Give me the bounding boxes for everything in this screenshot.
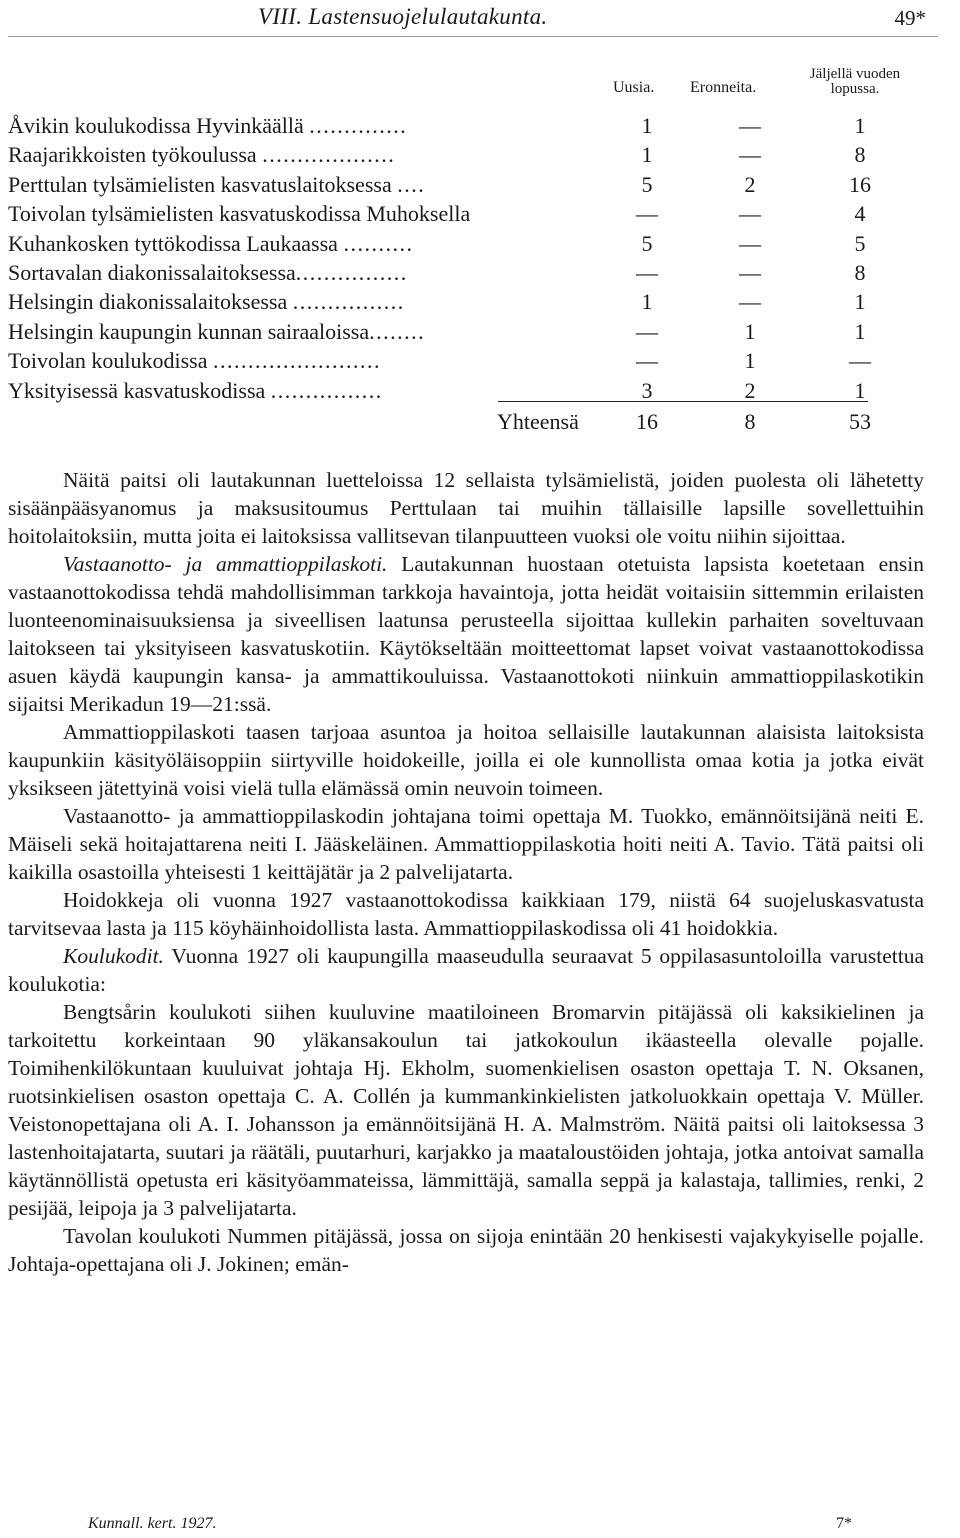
running-title: VIII. Lastensuojelulautakunta. [258, 4, 548, 29]
row-label: Yksityisessä kasvatuskodissa ................ [8, 377, 383, 403]
row-label: Helsingin diakonissalaitoksessa ................ [8, 289, 405, 315]
paragraph: Tavolan koulukoti Nummen pitäjässä, jossa on sijoja enintään 20 henkisesti vajakykyiselle pojalle. Johtaja-opettajana oli J. Jokinen; emän- [8, 1224, 924, 1276]
cell-uusia: — [636, 259, 658, 285]
row-label: Kuhankosken tyttökodissa Laukaassa .......... [8, 230, 414, 256]
total-eronneita: 8 [744, 409, 756, 434]
cell-eronneita: 2 [744, 171, 756, 197]
footer-sheet-mark: 7* [836, 1515, 852, 1532]
cell-uusia: 3 [641, 377, 653, 403]
cell-jaljella: 16 [849, 171, 871, 197]
table-row [8, 111, 938, 140]
cell-jaljella: 1 [854, 113, 866, 138]
table-row [8, 199, 938, 228]
section-heading: Koulukodit. [63, 944, 164, 968]
cell-jaljella: 8 [854, 259, 866, 285]
cell-uusia: 1 [641, 113, 653, 138]
cell-eronneita: — [739, 289, 761, 315]
total-label: Yhteensä [497, 409, 579, 434]
table-row [8, 170, 938, 199]
cell-eronneita: — [739, 230, 761, 256]
cell-eronneita: — [739, 142, 761, 168]
table-row [8, 140, 938, 169]
paragraph: Ammattioppilaskoti taasen tarjoaa asuntoa ja hoitoa sellaisille lautakunnan alaisista laitoksista kaupunkiin käsityöläisoppiin siirtyville hoidokeille, joilla ei ole kunnollista omaa kotia ja jotka eivät yksikseen jätettyinä voisi vielä tulla elämässä omin neuvoin toimeen. [8, 720, 924, 800]
row-label: Raajarikkoisten työkoulussa ................... [8, 142, 396, 168]
cell-jaljella: 1 [854, 318, 866, 344]
column-header-jaljella: Jäljellä vuoden lopussa. [809, 66, 901, 97]
paragraph: Näitä paitsi oli lautakunnan luetteloissa 12 sellaista tylsämielistä, joiden puolesta oli lähetetty sisäänpääsyanomus ja maksusitoumus Perttulaan tai muihin tällaisille lapsille sovellettuihin hoitolaitoksiin, mutta joita ei laitoksissa vallitsevan tilanpuutteen vuoksi ole voitu niihin sijoittaa. [8, 468, 924, 548]
paragraph: Vastaanotto- ja ammattioppilaskoti. Lautakunnan huostaan otetuista lapsista koetetaan ensin vastaanottokodissa tehdä mahdollisimman tarkkoja havaintoja, jotta heidät voitaisiin sittemmin erilaisten luonteenominaisuuksiensa ja siveellisen laatunsa perusteella sijoittaa kullekin parhaiten soveltuvaan laitokseen tai yksityiseen kasvatuskotiin. Käytökseltään moitteettomat lapset voivat vastaanottokodissa asuen käydä kaupungin kansa- ja ammattikouluissa. Vastaanottokoti niinkuin ammattioppilaskotikin sijaitsi Merikadun 19—21:ssä. [8, 552, 925, 716]
table-row [8, 258, 938, 287]
institution-table [8, 111, 938, 405]
total-uusia: 16 [636, 409, 658, 434]
page-header [0, 4, 960, 34]
row-label: Sortavalan diakonissalaitoksessa................ [8, 259, 408, 285]
row-label: Toivolan koulukodissa ........................ [8, 348, 382, 374]
column-header-eronneita: Eronneita. [690, 79, 757, 96]
column-header-uusia: Uusia. [613, 79, 655, 96]
cell-uusia: 5 [641, 230, 653, 256]
cell-uusia: 1 [641, 142, 653, 168]
paragraph: Bengtsårin koulukoti siihen kuuluvine maatiloineen Bromarvin pitäjässä oli kaksikielinen ja tarkoitettu korkeintaan 90 yläkansakoulun tai jatkokoulun ikäasteella olevalle pojalle. Toimihenkilökuntaan kuuluivat johtaja Hj. Ekholm, suomenkielisen osaston opettaja T. N. Oksanen, ruotsinkielisen osaston opettaja C. A. Collén ja kummankinkielisten jatkoluokkain opettaja V. Müller. Veistonopettajana oli A. I. Johansson ja emännöitsijänä H. A. Malmström. Näitä paitsi oli laitoksessa 3 lastenhoitajatarta, suutari ja räätäli, puutarhuri, karjakko ja maataloustöiden johtaja, jotka antoivat samalla käytännöllistä opetusta eri käsityöammateissa, lämmittäjä, samalla seppä ja kalastaja, tallimies, renki, 2 pesijää, leipoja ja 3 palvelijatarta. [8, 1000, 924, 1220]
cell-jaljella: 4 [854, 201, 866, 227]
total-rule [498, 401, 868, 402]
row-label: Toivolan tylsämielisten kasvatuskodissa Muhoksella [8, 201, 471, 227]
table-row [8, 287, 938, 316]
row-label: Åvikin koulukodissa Hyvinkäällä .............. [8, 113, 408, 138]
cell-eronneita: 1 [744, 348, 756, 374]
table-row [8, 346, 938, 375]
row-label: Perttulan tylsämielisten kasvatuslaitoksessa .... [8, 171, 426, 197]
body-text [8, 466, 924, 1278]
cell-eronneita: — [739, 113, 761, 138]
cell-eronneita: 2 [744, 377, 756, 403]
cell-jaljella: 5 [854, 230, 866, 256]
cell-eronneita: — [739, 201, 761, 227]
total-jaljella: 53 [849, 409, 871, 434]
cell-uusia: — [636, 201, 658, 227]
cell-uusia: 5 [641, 171, 653, 197]
paragraph: Koulukodit. Vuonna 1927 oli kaupungilla maaseudulla seuraavat 5 oppilasasuntoloilla varustettua koulukotia: [8, 944, 924, 996]
table-total-row [8, 407, 938, 436]
page-footer [0, 1515, 960, 1535]
paragraph: Vastaanotto- ja ammattioppilaskodin johtajana toimi opettaja M. Tuokko, emännöitsijänä neiti E. Mäiseli sekä hoitajattarena neiti I. Jääskeläinen. Ammattioppilaskotia hoiti neiti A. Tavio. Tätä paitsi oli kaikilla osastoilla yhteisesti 1 keittäjätär ja 2 palvelijatarta. [8, 804, 924, 884]
cell-jaljella: 8 [854, 142, 866, 168]
table-row [8, 229, 938, 258]
cell-jaljella: 1 [854, 377, 866, 403]
footer-signature: Kunnall. kert. 1927. [88, 1515, 217, 1532]
paragraph: Hoidokkeja oli vuonna 1927 vastaanottokodissa kaikkiaan 179, niistä 64 suojeluskasvatusta tarvitsevaa lasta ja 115 köyhäinhoidollista lasta. Ammattioppilaskodissa oli 41 hoidokkia. [8, 888, 924, 940]
cell-eronneita: — [739, 259, 761, 285]
page-number: 49* [894, 6, 926, 30]
cell-uusia: 1 [641, 289, 653, 315]
cell-eronneita: 1 [744, 318, 756, 344]
cell-jaljella: 1 [854, 289, 866, 315]
cell-uusia: — [636, 318, 658, 344]
header-rule [8, 36, 938, 37]
cell-uusia: — [636, 348, 658, 374]
row-label: Helsingin kaupungin kunnan sairaaloissa........ [8, 318, 426, 344]
cell-jaljella: — [849, 348, 871, 374]
section-heading: Vastaanotto- ja ammattioppilaskoti. [63, 552, 388, 576]
table-row [8, 317, 938, 346]
